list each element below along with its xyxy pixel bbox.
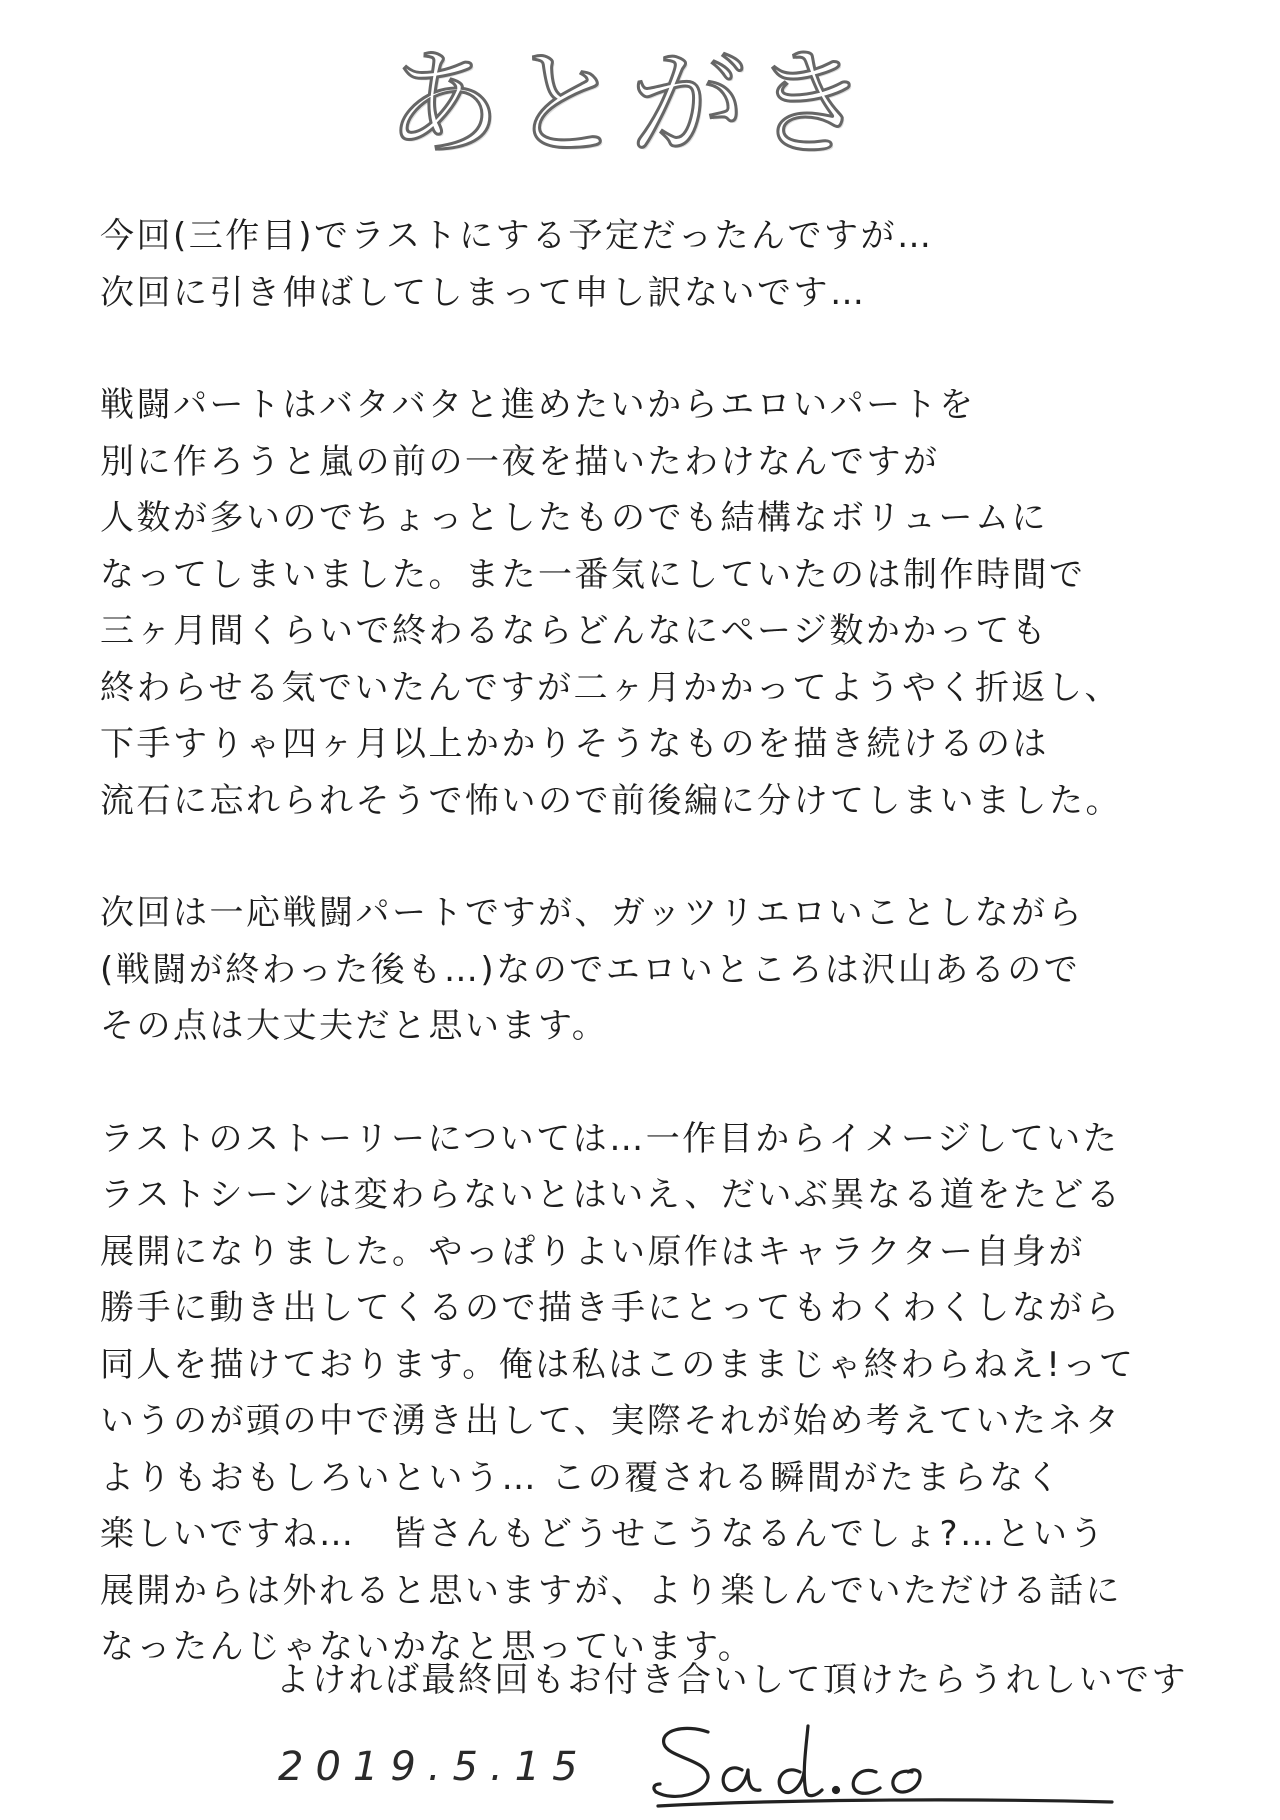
title-block — [380, 30, 880, 180]
text-line: 人数が多いのでちょっとしたものでも結構なボリュームに — [100, 498, 1048, 538]
paragraph-4 — [100, 1111, 1200, 1676]
text-line: 別に作ろうと嵐の前の一夜を描いたわけなんですが — [100, 441, 940, 482]
handwritten-signature — [650, 1718, 1120, 1813]
text-line: 次回に引き伸ばしてしまって申し訳ないです… — [100, 272, 867, 313]
page-title: あとがき — [386, 37, 874, 172]
text-line: なってしまいました。また一番気にしていたのは制作時間で — [100, 554, 1086, 595]
afterword-body — [100, 208, 1200, 1676]
paragraph-3 — [100, 885, 1200, 1055]
text-line: ラストシーンは変わらないとはいえ、だいぶ異なる道をたどる — [100, 1175, 1123, 1215]
text-line: なったんじゃないかなと思っています。 — [100, 1627, 755, 1667]
text-line: 展開からは外れると思いますが、より楽しんでいただける話に — [100, 1570, 1122, 1611]
text-line: (戦闘が終わった後も…)なのでエロいところは沢山あるので — [100, 949, 1081, 990]
paragraph-1 — [100, 208, 1200, 321]
text-line: 展開になりました。やっぱりよい原作はキャラクター自身が — [100, 1231, 1085, 1272]
text-line: 勝手に動き出してくるので描き手にとってもわくわくしながら — [100, 1288, 1122, 1328]
date-signature: 2019.5.15 — [278, 1744, 590, 1790]
text-line: 同人を描けております。俺は私はこのままじゃ終わらねえ!って — [100, 1344, 1136, 1385]
text-line: よりもおもしろいという… この覆される瞬間がたまらなく — [100, 1457, 1063, 1498]
text-line: その点は大丈夫だと思います。 — [100, 1006, 609, 1046]
text-line: 戦闘パートはバタバタと進めたいからエロいパートを — [100, 385, 976, 425]
text-line: ラストのストーリーについては…一作目からイメージしていた — [100, 1118, 1120, 1159]
text-line: 今回(三作目)でラストにする予定だったんですが… — [100, 216, 934, 256]
text-line: 終わらせる気でいたんですが二ヶ月かかってようやく折返し、 — [100, 667, 1121, 708]
text-line: 楽しいですね… 皆さんもどうせこうなるんでしょ?…という — [100, 1514, 1107, 1554]
text-line: 流石に忘れられそうで怖いので前後編に分けてしまいました。 — [100, 780, 1122, 821]
paragraph-2 — [100, 377, 1200, 829]
text-line: いうのが頭の中で湧き出して、実際それが始め考えていたネタ — [100, 1401, 1122, 1441]
text-line: 三ヶ月間くらいで終わるならどんなにページ数かかっても — [100, 611, 1049, 651]
text-line: 下手すりゃ四ヶ月以上かかりそうなものを描き続けるのは — [100, 724, 1049, 764]
text-line: 次回は一応戦闘パートですが、ガッツリエロいことしながら — [100, 893, 1085, 933]
closing-line: よければ最終回もお付き合いして頂けたらうれしいです — [275, 1660, 1188, 1700]
